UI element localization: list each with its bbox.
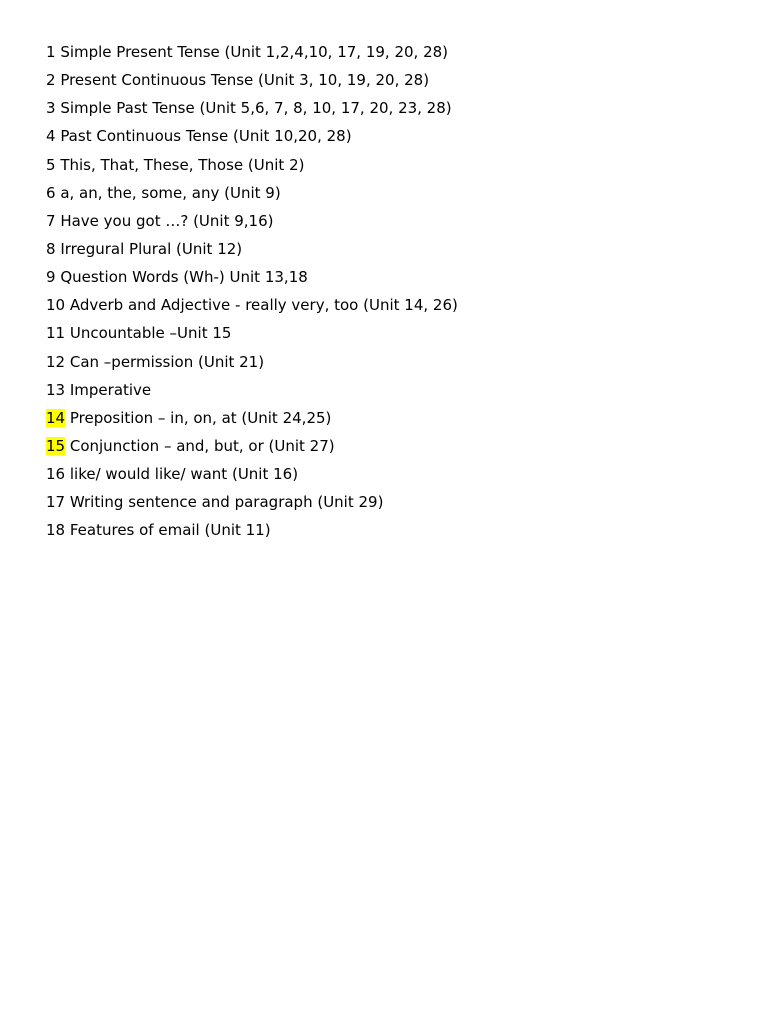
item-text: Question Words (Wh-) Unit 13,18 xyxy=(55,268,308,287)
item-text: Present Continuous Tense (Unit 3, 10, 19, 20, 28) xyxy=(55,71,430,90)
list-item xyxy=(46,235,458,263)
item-text: Conjunction – and, but, or (Unit 27) xyxy=(65,436,335,455)
item-number-highlighted: 15 xyxy=(46,436,66,455)
list-item xyxy=(46,66,458,94)
list-item xyxy=(46,263,458,291)
item-number: 9 xyxy=(46,268,56,287)
item-text: Imperative xyxy=(65,380,152,399)
list-item xyxy=(46,404,458,432)
topic-list xyxy=(46,38,458,545)
list-item xyxy=(46,376,458,404)
list-item xyxy=(46,432,458,460)
item-number: 4 xyxy=(46,127,56,146)
item-number: 16 xyxy=(46,465,66,484)
list-item xyxy=(46,38,458,66)
item-text: Features of email (Unit 11) xyxy=(65,521,271,540)
item-number: 18 xyxy=(46,521,66,540)
item-text: Writing sentence and paragraph (Unit 29) xyxy=(65,493,384,512)
item-text: a, an, the, some, any (Unit 9) xyxy=(55,183,281,202)
item-number: 6 xyxy=(46,183,56,202)
list-item xyxy=(46,179,458,207)
item-number: 8 xyxy=(46,239,56,258)
list-item xyxy=(46,291,458,319)
item-number-highlighted: 14 xyxy=(46,408,66,427)
item-text: like/ would like/ want (Unit 16) xyxy=(65,465,299,484)
item-number: 12 xyxy=(46,352,66,371)
list-item xyxy=(46,348,458,376)
list-item xyxy=(46,207,458,235)
item-text: This, That, These, Those (Unit 2) xyxy=(55,155,305,174)
list-item xyxy=(46,460,458,488)
item-text: Past Continuous Tense (Unit 10,20, 28) xyxy=(55,127,352,146)
item-number: 5 xyxy=(46,155,56,174)
list-item xyxy=(46,151,458,179)
item-number: 13 xyxy=(46,380,66,399)
item-number: 10 xyxy=(46,296,66,315)
list-item xyxy=(46,319,458,347)
item-text: Simple Present Tense (Unit 1,2,4,10, 17, 19, 20, 28) xyxy=(55,43,449,61)
item-number: 2 xyxy=(46,71,56,90)
list-item xyxy=(46,122,458,150)
item-number: 17 xyxy=(46,493,66,512)
item-number: 11 xyxy=(46,324,66,343)
item-number: 3 xyxy=(46,99,56,118)
item-text: Irregural Plural (Unit 12) xyxy=(55,239,243,258)
list-item xyxy=(46,94,458,122)
item-text: Can –permission (Unit 21) xyxy=(65,352,265,371)
item-text: Uncountable –Unit 15 xyxy=(65,324,232,343)
item-number: 1 xyxy=(46,43,56,61)
item-text: Have you got …? (Unit 9,16) xyxy=(55,211,274,230)
item-number: 7 xyxy=(46,211,56,230)
list-item xyxy=(46,488,458,516)
list-item xyxy=(46,516,458,544)
item-text: Preposition – in, on, at (Unit 24,25) xyxy=(65,408,332,427)
item-text: Adverb and Adjective - really very, too (Unit 14, 26) xyxy=(65,296,458,315)
item-text: Simple Past Tense (Unit 5,6, 7, 8, 10, 17, 20, 23, 28) xyxy=(55,99,452,118)
